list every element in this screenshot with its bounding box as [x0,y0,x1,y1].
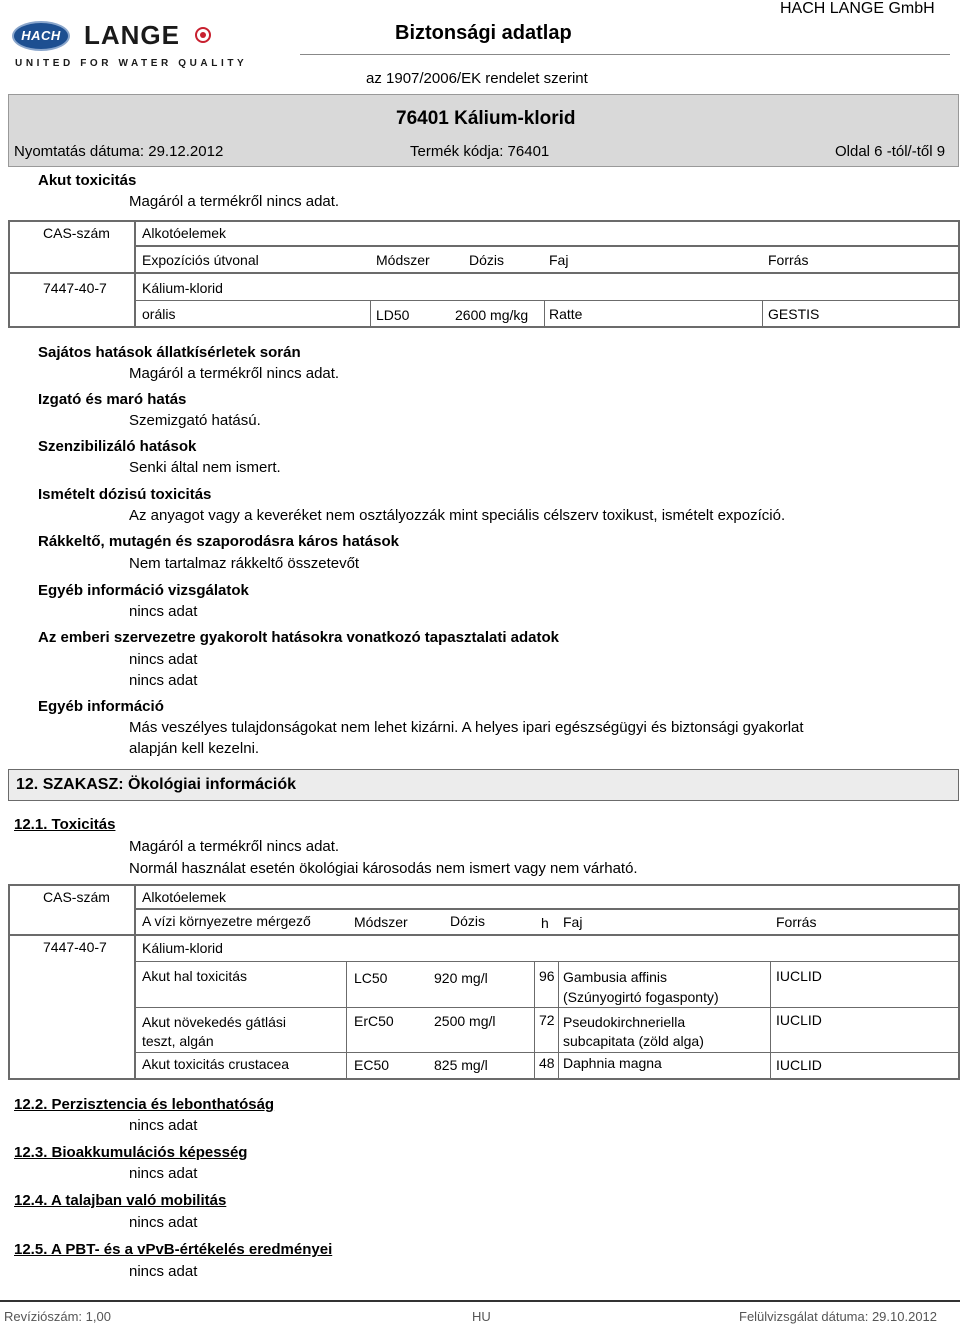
toxicity-note: Normál használat esetén ökológiai károsodás nem ismert vagy nem várható. [129,860,638,877]
table-cell-hours: 48 [539,1055,555,1071]
pbt-assessment-text: nincs adat [129,1263,198,1280]
other-info-heading: Egyéb információ [38,698,164,715]
exposure-route: orális [142,306,176,322]
table-row-divider [134,1007,960,1008]
repeated-dose-heading: Ismételt dózisú toxicitás [38,486,212,503]
table-cell-method: ErC50 [354,1013,394,1029]
bioaccumulation-heading: 12.3. Bioakkumulációs képesség [14,1144,248,1161]
table-cell-species: Pseudokirchneriella [563,1014,686,1030]
column-header-cas: CAS-szám [43,889,110,905]
table-cell-hours: 96 [539,968,555,984]
hach-logo-badge: HACH [12,21,70,51]
persistence-text: nincs adat [129,1117,198,1134]
table-row-divider [8,272,960,274]
table-cell-hours: 72 [539,1012,555,1028]
column-header-hours: h [541,915,549,931]
cmr-text: Nem tartalmaz rákkeltő összetevőt [129,555,360,572]
table-row-divider [134,300,960,301]
table-cell-divider [762,300,763,328]
human-experience-text: nincs adat [129,672,198,689]
table-cell-effect: Akut hal toxicitás [142,968,248,984]
table-cell-species: Daphnia magna [563,1055,662,1071]
sensitisation-heading: Szenzibilizáló hatások [38,438,197,455]
product-code: Termék kódja: 76401 [410,143,550,160]
other-info-text: alapján kell kezelni. [129,740,260,757]
table-cell-source: IUCLID [776,1012,822,1028]
pbt-assessment-heading: 12.5. A PBT- és a vPvB-értékelés eredményei [14,1241,333,1258]
soil-mobility-text: nincs adat [129,1214,198,1231]
other-tests-heading: Egyéb információ vizsgálatok [38,582,249,599]
table-cell-dose: 825 mg/l [434,1057,488,1073]
table-cell-effect: Akut növekedés gátlási [142,1014,286,1030]
irritant-text: Szemizgató hatású. [129,412,261,429]
column-header-route: Expozíciós útvonal [142,252,259,268]
table-column-divider [134,220,136,328]
source-value: GESTIS [768,306,820,322]
table-cell-dose: 920 mg/l [434,970,488,986]
column-header-method: Módszer [354,914,408,930]
registered-mark-icon [195,27,211,43]
other-tests-text: nincs adat [129,603,198,620]
table-cell-method: LC50 [354,970,388,986]
table-cell-source: IUCLID [776,968,822,984]
toxicity-note: Magáról a termékről nincs adat. [129,838,340,855]
table-cell-divider [770,961,771,1080]
print-date: Nyomtatás dátuma: 29.12.2012 [14,143,224,160]
column-header-species: Faj [549,252,569,268]
table-cell-divider [534,961,535,1080]
table-cell-divider [370,300,371,328]
table-cell-species: (Szúnyogirtó fogasponty) [563,989,719,1005]
human-experience-heading: Az emberi szervezetre gyakorolt hatásokra vonatkozó tapasztalati adatok [38,629,560,646]
logo-tagline: UNITED FOR WATER QUALITY [15,58,248,69]
footer-divider [0,1300,960,1302]
column-header-species: Faj [563,914,583,930]
human-experience-text: nincs adat [129,651,198,668]
cas-number: 7447-40-7 [43,939,107,955]
table-cell-species: subcapitata (zöld alga) [563,1033,704,1049]
regulation-text: az 1907/2006/EK rendelet szerint [366,70,588,87]
column-header-cas: CAS-szám [43,225,110,241]
document-title: Biztonsági adatlap [395,22,572,44]
product-title: 76401 Kálium-klorid [396,108,576,129]
revision-number: Revíziószám: 1,00 [4,1309,111,1324]
table-cell-method: EC50 [354,1057,390,1073]
column-header-source: Forrás [776,914,817,930]
persistence-heading: 12.2. Perzisztencia és lebonthatóság [14,1096,275,1113]
species-value: Ratte [549,306,583,322]
table-row-divider [134,908,960,910]
sensitisation-text: Senki által nem ismert. [129,459,281,476]
irritant-heading: Izgató és maró hatás [38,391,187,408]
column-header-components: Alkotóelemek [142,225,227,241]
method-value: LD50 [376,307,410,323]
table-row-divider [134,961,960,962]
cas-number: 7447-40-7 [43,280,107,296]
soil-mobility-heading: 12.4. A talajban való mobilitás [14,1192,227,1209]
table-cell-divider [544,300,545,328]
column-header-dose: Dózis [450,913,486,929]
column-header-source: Forrás [768,252,809,268]
company-name: HACH LANGE GmbH [780,0,935,17]
component-name: Kálium-klorid [142,940,223,956]
table-cell-source: IUCLID [776,1057,822,1073]
table-cell-divider [346,961,347,1080]
column-header-dose: Dózis [469,252,505,268]
toxicity-heading: 12.1. Toxicitás [14,816,116,833]
table-row-divider [8,934,960,936]
table-row-divider [134,1052,960,1053]
language-code: HU [472,1309,491,1324]
acute-toxicity-heading: Akut toxicitás [38,172,137,189]
component-name: Kálium-klorid [142,280,223,296]
table-row-divider [134,245,960,247]
cmr-heading: Rákkeltő, mutagén és szaporodásra káros hatások [38,533,399,550]
table-column-divider [134,884,136,1080]
column-header-components: Alkotóelemek [142,889,227,905]
review-date: Felülvizsgálat dátuma: 29.10.2012 [739,1309,938,1324]
header-divider [300,54,950,55]
table-cell-effect: Akut toxicitás crustacea [142,1056,290,1072]
section-12-title: 12. SZAKASZ: Ökológiai információk [16,776,297,793]
animal-tests-heading: Sajátos hatások állatkísérletek során [38,344,301,361]
other-info-text: Más veszélyes tulajdonságokat nem lehet kizárni. A helyes ipari egészségügyi és biztonsági gyakorlat [129,719,804,736]
column-header-aquatic: A vízi környezetre mérgező [142,913,311,929]
table-cell-effect: teszt, algán [142,1033,214,1049]
column-header-method: Módszer [376,252,430,268]
page-number: Oldal 6 -tól/-től 9 [835,143,946,160]
table-cell-species: Gambusia affinis [563,969,668,985]
acute-toxicity-note: Magáról a termékről nincs adat. [129,193,340,210]
bioaccumulation-text: nincs adat [129,1165,198,1182]
repeated-dose-text: Az anyagot vagy a keveréket nem osztályozzák mint speciális célszerv toxikust, ismételt expozíció. [129,507,786,524]
animal-tests-text: Magáról a termékről nincs adat. [129,365,340,382]
table-cell-divider [558,961,559,1080]
dose-value: 2600 mg/kg [455,307,529,323]
table-cell-dose: 2500 mg/l [434,1013,496,1029]
lange-logo-word: LANGE [84,20,180,50]
